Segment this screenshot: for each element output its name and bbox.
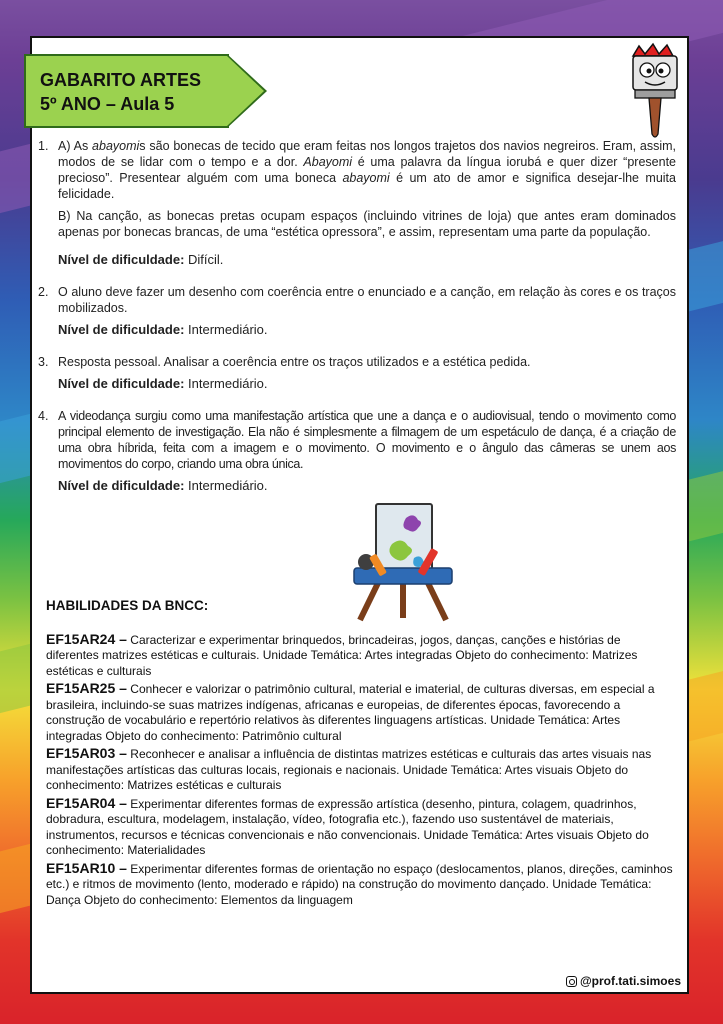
bncc-skills-title: HABILIDADES DA BNCC: bbox=[46, 598, 209, 613]
skill-item bbox=[46, 632, 676, 680]
skill-item bbox=[46, 861, 676, 909]
bncc-skills-section bbox=[46, 598, 676, 910]
title-arrow-fill bbox=[227, 56, 264, 126]
skill-description: Reconhecer e analisar a influência de distintas matrizes estéticas e culturais das artes visuais nas manifestações artísticas das culturas locais, regionais e nacionais. Unidade Temática: Artes visuais Objeto do conhecimento: Matrizes estéticas e culturais bbox=[46, 747, 652, 792]
skill-description: Experimentar diferentes formas de expressão artística (desenho, pintura, colagem, quadrinhos, dobradura, escultura, modelagem, instalação, vídeo, fotografia etc.), fazendo uso sustentável de materiais, instrumentos, recursos e técnicas convencionais e não convencionais. Unidade Temática: Artes visuais Objeto do conhecimento: Materialidades bbox=[46, 796, 649, 857]
skill-description: Conhecer e valorizar o patrimônio cultural, material e imaterial, de culturas diversas, em especial a brasileira, incluindo-se suas matrizes indígenas, africanas e europeias, de diferentes épocas, favorecendo a construção de vocabulário e repertório relativos às diferentes linguagens artísticas. Unidade Temática: Artes integradas Objeto do conhecimento: Patrimônio cultural bbox=[46, 682, 655, 743]
question-1 bbox=[38, 138, 676, 246]
skill-code: EF15AR24 – bbox=[46, 630, 127, 647]
instagram-icon bbox=[566, 976, 577, 987]
title-line-2: 5º ANO – Aula 5 bbox=[40, 94, 175, 114]
answers-section bbox=[38, 138, 676, 510]
question-number: 3. bbox=[38, 355, 49, 369]
difficulty-level: Nível de dificuldade: Intermediário. bbox=[58, 376, 268, 391]
question-number: 4. bbox=[38, 409, 49, 423]
skill-description: Caracterizar e experimentar brinquedos, brincadeiras, jogos, danças, canções e histórias de diferentes matrizes estéticas e culturais. Unidade Temática: Artes integradas Objeto do conhecimento: Matrizes estéticas e culturais bbox=[46, 632, 638, 678]
question-number: 1. bbox=[38, 139, 49, 153]
difficulty-level: Nível de dificuldade: Intermediário. bbox=[58, 478, 268, 493]
answer-sheet-page bbox=[30, 36, 689, 994]
question-1-part-a: A) As abayomis são bonecas de tecido que eram feitas nos longos trajetos dos navios negreiros. Eram, assim, modos de se lidar com o tempo e a dor. Abayomi é uma palavra da língua iorubá e quer dizer “presente precioso”. Presentear alguém com uma boneca abayomi é um ato de amor e significa desejar-lhe muita felicidade. bbox=[58, 139, 677, 201]
skill-description: Experimentar diferentes formas de orientação no espaço (deslocamentos, planos, direções, caminhos etc.) e ritmos de movimento (lento, moderado e rápido) na construção do movimento dançado. Unidade Temática: Dança Objeto do conhecimento: Elementos da linguagem bbox=[46, 861, 673, 907]
question-4-text: A videodança surgiu como uma manifestação artística que une a dança e o audiovisual, tendo o movimento como principal elemento de investigação. Ela não é simplesmente a filmagem de um espetáculo de dança, é a criação de uma obra híbrida, feita com a imagem e o movimento. O movimento e o ângulo das câmeras se unem aos movimentos do corpo, criando uma obra única. bbox=[58, 409, 676, 471]
question-4 bbox=[38, 408, 676, 472]
skill-code: EF15AR03 – bbox=[46, 745, 127, 761]
title-banner bbox=[24, 54, 229, 128]
question-2-text: O aluno deve fazer um desenho com coerência entre o enunciado e a canção, em relação às cores e os traços mobilizados. bbox=[58, 285, 676, 315]
skill-item bbox=[46, 681, 676, 744]
instagram-handle-text: @prof.tati.simoes bbox=[579, 974, 681, 988]
skill-code: EF15AR25 – bbox=[46, 680, 127, 696]
skill-item bbox=[46, 796, 676, 859]
question-number: 2. bbox=[38, 285, 49, 299]
question-3 bbox=[38, 354, 676, 370]
question-1-part-b: B) Na canção, as bonecas pretas ocupam espaços (incluindo vitrines de loja) que antes eram dominados apenas por bonecas brancas, de uma “estética opressora”, e assim, representam uma parte da população. bbox=[58, 209, 676, 239]
skill-item bbox=[46, 746, 676, 794]
question-2 bbox=[38, 284, 676, 316]
paintbrush-mascot-icon bbox=[625, 42, 685, 142]
title-line-1: GABARITO ARTES bbox=[40, 70, 202, 90]
skill-code: EF15AR04 – bbox=[46, 794, 127, 811]
instagram-handle[interactable] bbox=[566, 974, 681, 988]
skill-code: EF15AR10 – bbox=[46, 859, 127, 876]
question-3-text: Resposta pessoal. Analisar a coerência entre os traços utilizados e a estética pedida. bbox=[58, 355, 531, 369]
difficulty-level: Nível de dificuldade: Intermediário. bbox=[58, 322, 268, 337]
difficulty-level: Nível de dificuldade: Difícil. bbox=[58, 252, 224, 267]
